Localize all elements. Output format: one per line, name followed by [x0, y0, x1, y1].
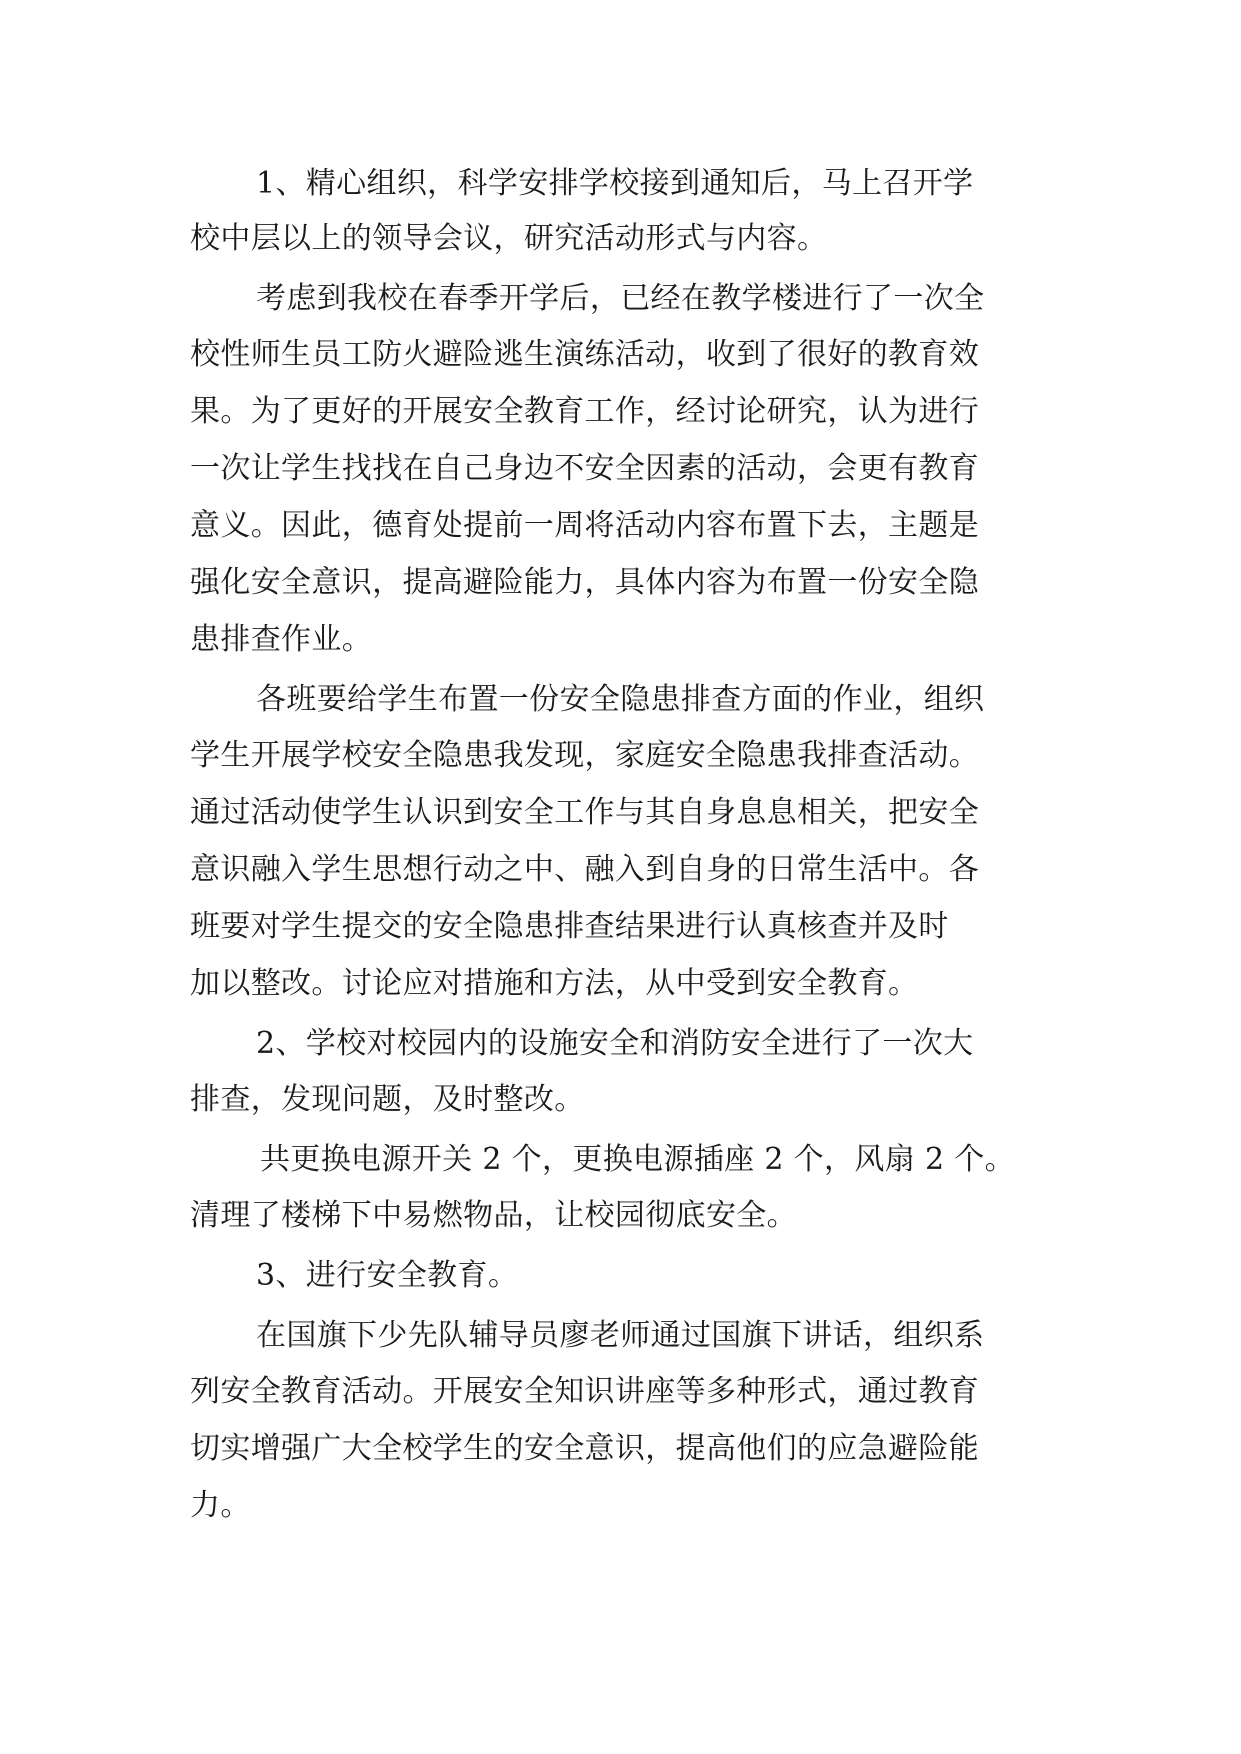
paragraph-7-line-1: 在国旗下少先队辅导员廖老师通过国旗下讲话，组织系: [256, 1318, 985, 1353]
paragraph-1-line-1: 1、精心组织，科学安排学校接到通知后，马上召开学: [256, 166, 974, 201]
paragraph-2-line-5: 意义。因此，德育处提前一周将活动内容布置下去，主题是: [190, 508, 980, 543]
paragraph-2-line-7: 患排查作业。: [190, 622, 373, 657]
paragraph-7-line-4: 力。: [190, 1488, 251, 1523]
paragraph-3-line-1: 各班要给学生布置一份安全隐患排查方面的作业，组织: [256, 682, 985, 717]
paragraph-7-line-3: 切实增强广大全校学生的安全意识，提高他们的应急避险能: [190, 1431, 980, 1466]
paragraph-6-line-1: 3、进行安全教育。: [256, 1258, 519, 1293]
paragraph-2-line-3: 果。为了更好的开展安全教育工作，经讨论研究，认为进行: [190, 394, 980, 429]
paragraph-5-line-2: 清理了楼梯下中易燃物品，让校园彻底安全。: [190, 1198, 797, 1233]
paragraph-3-line-6: 加以整改。讨论应对措施和方法，从中受到安全教育。: [190, 966, 919, 1001]
paragraph-3-line-5: 班要对学生提交的安全隐患排查结果进行认真核查并及时: [190, 909, 949, 944]
paragraph-3-line-4: 意识融入学生思想行动之中、融入到自身的日常生活中。各: [190, 852, 980, 887]
paragraph-1-line-2: 校中层以上的领导会议，研究活动形式与内容。: [190, 221, 828, 256]
paragraph-4-line-2: 排查，发现问题，及时整改。: [190, 1082, 585, 1117]
paragraph-2-line-4: 一次让学生找找在自己身边不安全因素的活动，会更有教育: [190, 451, 980, 486]
paragraph-3-line-2: 学生开展学校安全隐患我发现，家庭安全隐患我排查活动。: [190, 738, 980, 773]
paragraph-4-line-1: 2、学校对校园内的设施安全和消防安全进行了一次大: [256, 1026, 974, 1061]
paragraph-2-line-1: 考虑到我校在春季开学后，已经在教学楼进行了一次全: [256, 281, 985, 316]
paragraph-2-line-2: 校性师生员工防火避险逃生演练活动，收到了很好的教育效: [190, 337, 980, 372]
paragraph-3-line-3: 通过活动使学生认识到安全工作与其自身息息相关，把安全: [190, 795, 980, 830]
paragraph-2-line-6: 强化安全意识，提高避险能力，具体内容为布置一份安全隐: [190, 565, 980, 600]
paragraph-5-line-1: 共更换电源开关 2 个，更换电源插座 2 个，风扇 2 个。: [260, 1142, 1015, 1177]
paragraph-7-line-2: 列安全教育活动。开展安全知识讲座等多种形式，通过教育: [190, 1374, 980, 1409]
